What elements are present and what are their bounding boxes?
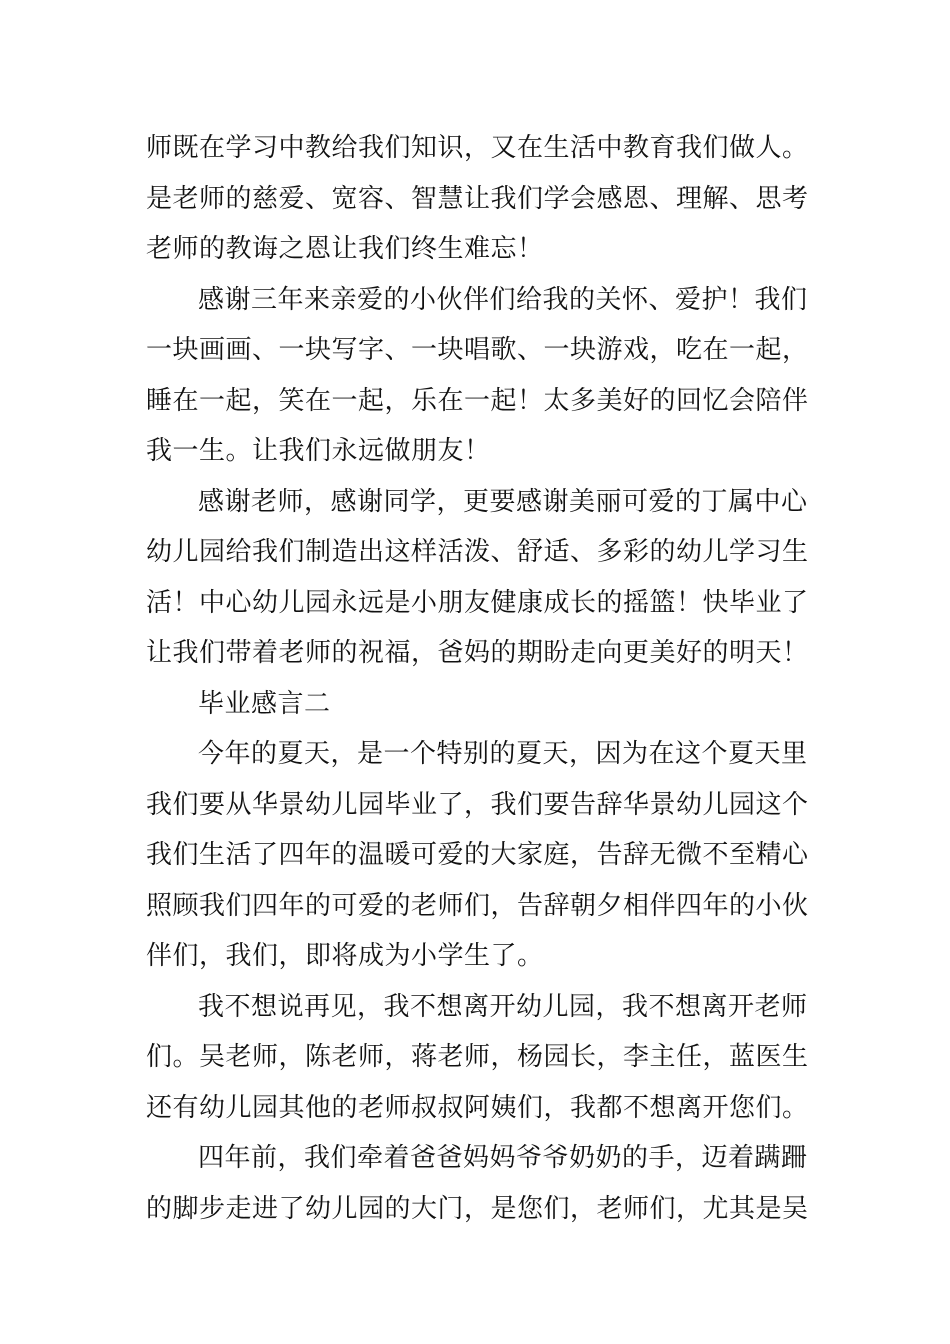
paragraph-first-line: 感谢三年来亲爱的小伙伴们给我的关怀、爱护！我们 bbox=[198, 285, 808, 315]
text-line: 一块画画、一块写字、一块唱歌、一块游戏，吃在一起， bbox=[146, 335, 809, 365]
paragraph-first-line: 我不想说再见，我不想离开幼儿园，我不想离开老师 bbox=[198, 992, 808, 1022]
text-line: 我一生。让我们永远做朋友！ bbox=[146, 436, 491, 466]
text-line: 伴们，我们，即将成为小学生了。 bbox=[146, 941, 544, 971]
paragraph-first-line: 今年的夏天，是一个特别的夏天，因为在这个夏天里 bbox=[198, 739, 808, 769]
text-line: 们。吴老师，陈老师，蒋老师，杨园长，李主任，蓝医生 bbox=[146, 1042, 809, 1072]
text-line: 师既在学习中教给我们知识，又在生活中教育我们做人。 bbox=[146, 133, 809, 163]
text-line: 睡在一起，笑在一起，乐在一起！太多美好的回忆会陪伴 bbox=[146, 386, 809, 416]
text-line: 老师的教诲之恩让我们终生难忘！ bbox=[146, 234, 544, 264]
text-line: 还有幼儿园其他的老师叔叔阿姨们，我都不想离开您们。 bbox=[146, 1093, 809, 1123]
text-line: 让我们带着老师的祝福，爸妈的期盼走向更美好的明天！ bbox=[146, 638, 809, 668]
text-line: 活！中心幼儿园永远是小朋友健康成长的摇篮！快毕业了 bbox=[146, 588, 809, 618]
text-line: 我们要从华景幼儿园毕业了，我们要告辞华景幼儿园这个 bbox=[146, 790, 809, 820]
text-line: 我们生活了四年的温暖可爱的大家庭，告辞无微不至精心 bbox=[146, 840, 809, 870]
text-line: 幼儿园给我们制造出这样活泼、舒适、多彩的幼儿学习生 bbox=[146, 537, 809, 567]
text-line: 是老师的慈爱、宽容、智慧让我们学会感恩、理解、思考 bbox=[146, 184, 809, 214]
text-line: 的脚步走进了幼儿园的大门，是您们，老师们，尤其是吴 bbox=[146, 1194, 809, 1224]
paragraph-first-line: 四年前，我们牵着爸爸妈妈爷爷奶奶的手，迈着蹒跚 bbox=[198, 1143, 808, 1173]
paragraph-first-line: 感谢老师，感谢同学，更要感谢美丽可爱的丁属中心 bbox=[198, 487, 808, 517]
section-heading: 毕业感言二 bbox=[198, 689, 331, 719]
text-line: 照顾我们四年的可爱的老师们，告辞朝夕相伴四年的小伙 bbox=[146, 891, 809, 921]
